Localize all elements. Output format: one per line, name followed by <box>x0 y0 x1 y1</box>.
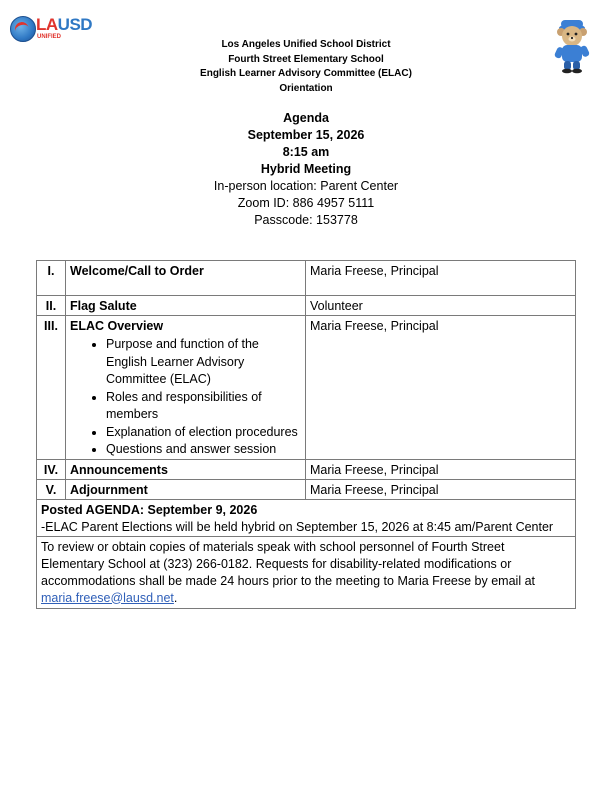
item-presenter: Maria Freese, Principal <box>306 316 576 460</box>
table-row <box>37 296 576 316</box>
committee-name: English Learner Advisory Committee (ELAC) <box>200 68 412 79</box>
item-number: II. <box>37 296 66 316</box>
item-number: IV. <box>37 459 66 479</box>
meeting-format: Hybrid Meeting <box>260 162 352 176</box>
item-cell <box>66 316 306 460</box>
table-row <box>37 479 576 499</box>
item-title: Flag Salute <box>66 296 306 316</box>
item-number: III. <box>37 316 66 460</box>
item-title: Adjournment <box>66 479 306 499</box>
list-item: • Questions and answer session <box>106 441 301 459</box>
table-row <box>37 459 576 479</box>
item-number: I. <box>37 261 66 296</box>
election-note: -ELAC Parent Elections will be held hybrid on September 15, 2026 at 8:45 am/Parent Center <box>41 519 554 534</box>
item-presenter: Volunteer <box>306 296 576 316</box>
district-name: Los Angeles Unified School District <box>221 39 391 50</box>
notice-text: To review or obtain copies of materials speak with school personnel of Fourth Street Elementary School at (323) 266-0182. Requests for disability-related modifications or accommodations shall be made 24 hours prior to the meeting to Maria Freese by email at <box>41 539 535 588</box>
zoom-id: Zoom ID: 886 4957 5111 <box>237 196 375 210</box>
logo-wordmark: LAUSD <box>36 15 93 34</box>
accessibility-notice <box>37 536 576 608</box>
logo-subtext: UNIFIED <box>37 34 61 40</box>
item-presenter: Maria Freese, Principal <box>306 479 576 499</box>
posted-date: Posted AGENDA: September 9, 2026 <box>41 502 258 517</box>
overview-topics <box>70 336 301 459</box>
item-title: Announcements <box>66 459 306 479</box>
notice-end: . <box>173 590 178 605</box>
agenda-title: Agenda <box>283 111 329 125</box>
item-number: V. <box>37 479 66 499</box>
table-row <box>37 261 576 296</box>
table-row <box>37 316 576 460</box>
item-presenter: Maria Freese, Principal <box>306 261 576 296</box>
list-item: • Explanation of election procedures <box>106 424 301 442</box>
meeting-location: In-person location: Parent Center <box>213 179 399 193</box>
table-row <box>37 499 576 536</box>
item-title: Welcome/Call to Order <box>66 261 306 296</box>
list-item: • Purpose and function of the English Learner Advisory Committee (ELAC) <box>106 336 301 389</box>
document-header <box>0 38 612 96</box>
email-link[interactable]: maria.freese@lausd.net <box>41 590 174 605</box>
meeting-date: September 15, 2026 <box>247 128 365 142</box>
meeting-type: Orientation <box>279 82 333 94</box>
zoom-passcode: Passcode: 153778 <box>254 213 358 227</box>
school-name: Fourth Street Elementary School <box>228 53 384 65</box>
posted-notice <box>37 499 576 536</box>
list-item: • Roles and responsibilities of members <box>106 389 301 424</box>
item-presenter: Maria Freese, Principal <box>306 459 576 479</box>
meeting-time: 8:15 am <box>282 145 330 159</box>
agenda-info <box>0 110 612 229</box>
agenda-table <box>36 260 576 609</box>
item-title: ELAC Overview <box>70 319 164 333</box>
table-row <box>37 536 576 608</box>
